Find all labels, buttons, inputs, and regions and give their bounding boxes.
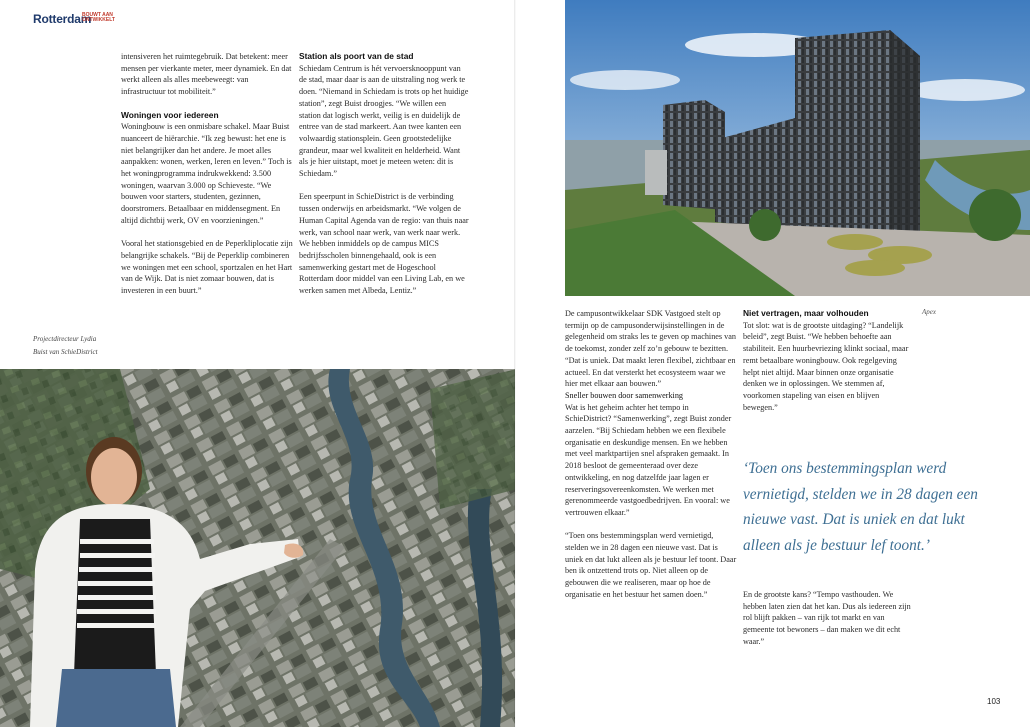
paragraph: Wat is het geheim achter het tempo in SchieDistrict? “Samenwerking”, zegt Buist zonder aarzelen. “Bij Schiedam hebben we een flexibele organisatie en deskundige mensen. En we hebben met veel marktpartijen snel afspraken gemaakt. In 2018 besloot de gemeenteraad over deze ontwikkeling, en nog datzelfde jaar lagen er reserveringsovereenkomsten. We werken met gerenommeerde vastgoedbedrijven. En vooral: we vertrouwen elkaar.”	[565, 402, 732, 517]
section-heading: Niet vertragen, maar volhouden	[743, 308, 869, 318]
section-heading: Woningen voor iedereen	[121, 109, 219, 120]
paragraph: Schiedam Centrum is hét vervoersknooppunt van de stad, maar daar is aan de uitstraling nog werk te doen. “Niemand in Schiedam is trots op het huidige station”, zegt Buist droogjes. “We willen een station dat logisch werkt, veilig is en duidelijk de entree van de stad markeert. Aan twee kanten een volwaardig stationsplein. Geen grootstedelijke grandeur, maar wel kwaliteit en helderheid. Want als je hier uitstapt, moet je meteen weten: dit is Schiedam.”	[299, 63, 469, 179]
caption-line: Projectdirecteur Lydia	[33, 335, 97, 343]
photo-credit: Apex	[922, 308, 936, 316]
photo-caption	[33, 333, 98, 359]
aerial-photo-image	[0, 369, 515, 727]
portrait-aerial-photo	[0, 369, 515, 727]
section-heading: Sneller bouwen door samenwerking	[565, 390, 684, 400]
page-number: 103	[987, 697, 1001, 706]
magazine-logo	[33, 11, 115, 27]
paragraph: intensiveren het ruimtegebruik. Dat betekent: meer mensen per vierkante meter, meer dynamiek. En dat werkt alleen als alles meebeweegt: van infrastructuur tot mobiliteit.”	[121, 52, 292, 97]
paragraph: Tot slot: wat is de grootste uitdaging? “Landelijk beleid”, zegt Buist. “We hebben behoefte aan stabiliteit. Een huurbevriezing klinkt sociaal, maar remt betaalbare woningbouw. Ook regelgeving helpt niet altijd. Maar binnen onze organisatie denken we in oplossingen. We stemmen af, voorkomen stapeling van eisen en blijven bewegen.”	[743, 320, 909, 412]
logo-subtitle: BOUWT AAN ONTWIKKELT	[82, 12, 115, 23]
logo-city: Rotterdam	[33, 12, 92, 26]
paragraph: Een speerpunt in SchieDistrict is de verbinding tussen onderwijs en arbeidsmarkt. “We volgen de Human Capital Agenda van de regio: van thuis naar werk, van school naar werk, van werk naar werk. We hebben inmiddels op de campus MICS bedrijfsscholen binnengehaald, ook is een samenwerking gestart met de Hogeschool Rotterdam door middel van een Living Lab, en we werken samen met Albeda, Lentiz.”	[299, 192, 469, 296]
pull-quote: ‘Toen ons bestemmingsplan werd vernietigd, stelden we in 28 dagen een nieuwe vast. Dat is uniek en dat lukt alleen als je bestuur lef toont.’	[743, 460, 978, 554]
left-column-1	[121, 51, 293, 308]
paragraph: Woningbouw is een onmisbare schakel. Maar Buist nuanceert de hiërarchie. “Ik zeg bewust: het ene is niet belangrijker dan het andere. Je moet alles aanpakken: wonen, werken, leren en leven.” Toch is het woningprogramma indrukwekkend: 3.500 woningen, waarvan 3.000 op Schieveste. “We bouwen voor starters, studenten, gezinnen, doorstromers. Betaalbaar en middensegment. En altijd dichtbij werk, OV en voorzieningen.”	[121, 122, 292, 225]
caption-line: Buist van SchieDistrict	[33, 348, 98, 356]
right-page	[515, 0, 1030, 727]
right-column-1	[565, 308, 737, 612]
paragraph: Vooral het stationsgebied en de Peperkliplocatie zijn belangrijke schakels. “Bij de Peperklip combineren we woningen met een school, sportzalen en het Hart van de Wijk. Dat is niet zomaar bouwen, dat is investeren in een buurt.”	[121, 239, 293, 296]
right-column-2-bottom	[743, 589, 913, 659]
paragraph: De campusontwikkelaar SDK Vastgoed stelt op termijn op de campusonderwijsinstellingen in de gelegenheid om straks les te geven op machines van de toekomst, zonder zelf zo’n gebouw te bezitten. “Dat is uniek. Dat maakt leren flexibel, zichtbaar en actueel. En dat versterkt het ecosysteem waar we hier met elkaar aan bouwen.”	[565, 309, 736, 389]
left-column-2	[299, 51, 469, 308]
right-column-2	[743, 308, 913, 425]
paragraph: En de grootste kans? “Tempo vasthouden. We hebben laten zien dat het kan. Dus als iedereen zijn rol blijft pakken – van rijk tot markt en van gemeente tot bewoners – dan maken we dit echt waar.”	[743, 590, 911, 646]
section-heading: Station als poort van de stad	[299, 51, 414, 61]
paragraph: “Toen ons bestemmingsplan werd vernietigd, stelden we in 28 dagen een nieuwe vast. Dat is uniek en dat lukt alleen als je bestuur lef toont. Daar ben ik ontzettend trots op. Niet alleen op de gebouwen die we realiseren, maar op hoe de organisatie en het bestuur het samen doen.”	[565, 531, 737, 599]
campus-rendering-photo	[565, 0, 1030, 296]
campus-rendering-image	[565, 0, 1030, 296]
